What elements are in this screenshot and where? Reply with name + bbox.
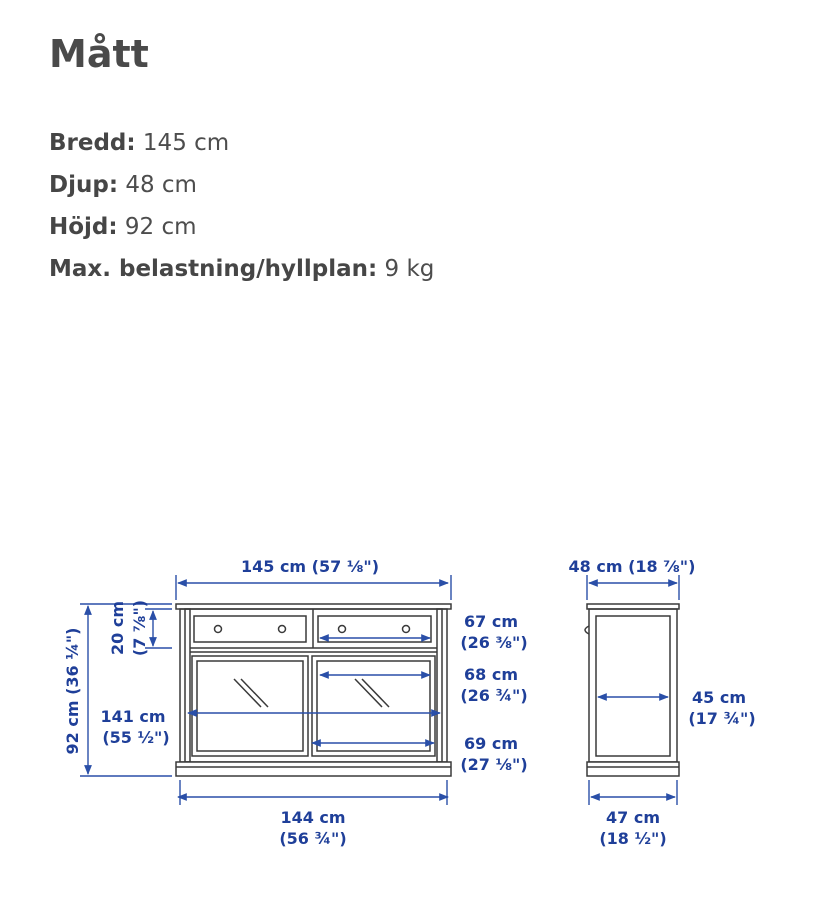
spec-width-label: Bredd: xyxy=(49,130,136,156)
label-shelf-width-cm: 68 cm xyxy=(464,665,518,684)
label-shelf-width-in: (26 ¾") xyxy=(460,686,528,705)
label-drawer-width-in: (26 ⅜") xyxy=(460,633,528,652)
label-inner-depth-in: (17 ¾") xyxy=(688,709,756,728)
spec-height-label: Höjd: xyxy=(49,214,118,240)
label-front-width-top: 145 cm (57 ⅛") xyxy=(240,557,380,576)
spec-width-value: 145 cm xyxy=(142,130,230,156)
label-bottom-depth-in: (18 ½") xyxy=(599,829,667,848)
label-drawer-height-in: (7 ⅞") xyxy=(130,599,149,657)
page-title: Mått xyxy=(49,32,149,76)
label-drawer-height-cm: 20 cm xyxy=(108,601,127,655)
label-inner-width-in: (55 ½") xyxy=(102,728,170,747)
label-drawer-width-cm: 67 cm xyxy=(464,612,518,631)
label-lower-width-in: (27 ⅛") xyxy=(460,755,528,774)
label-total-height: 92 cm (36 ¼") xyxy=(63,627,82,755)
label-inner-depth-cm: 45 cm xyxy=(692,688,746,707)
spec-height-value: 92 cm xyxy=(124,214,197,240)
label-inner-width-cm: 141 cm xyxy=(100,707,166,726)
label-bottom-width-in: (56 ¾") xyxy=(279,829,347,848)
spec-max-load-value: 9 kg xyxy=(384,256,435,282)
cabinet-front-view xyxy=(176,604,451,776)
label-lower-width-cm: 69 cm xyxy=(464,734,518,753)
spec-max-load-label: Max. belastning/hyllplan: xyxy=(49,256,378,282)
cabinet-side-view xyxy=(585,604,679,776)
label-bottom-depth-cm: 47 cm xyxy=(606,808,660,827)
spec-depth-value: 48 cm xyxy=(125,172,197,198)
label-side-depth-top: 48 cm (18 ⅞") xyxy=(568,557,696,576)
label-bottom-width-cm: 144 cm xyxy=(280,808,346,827)
spec-depth-label: Djup: xyxy=(49,172,119,198)
